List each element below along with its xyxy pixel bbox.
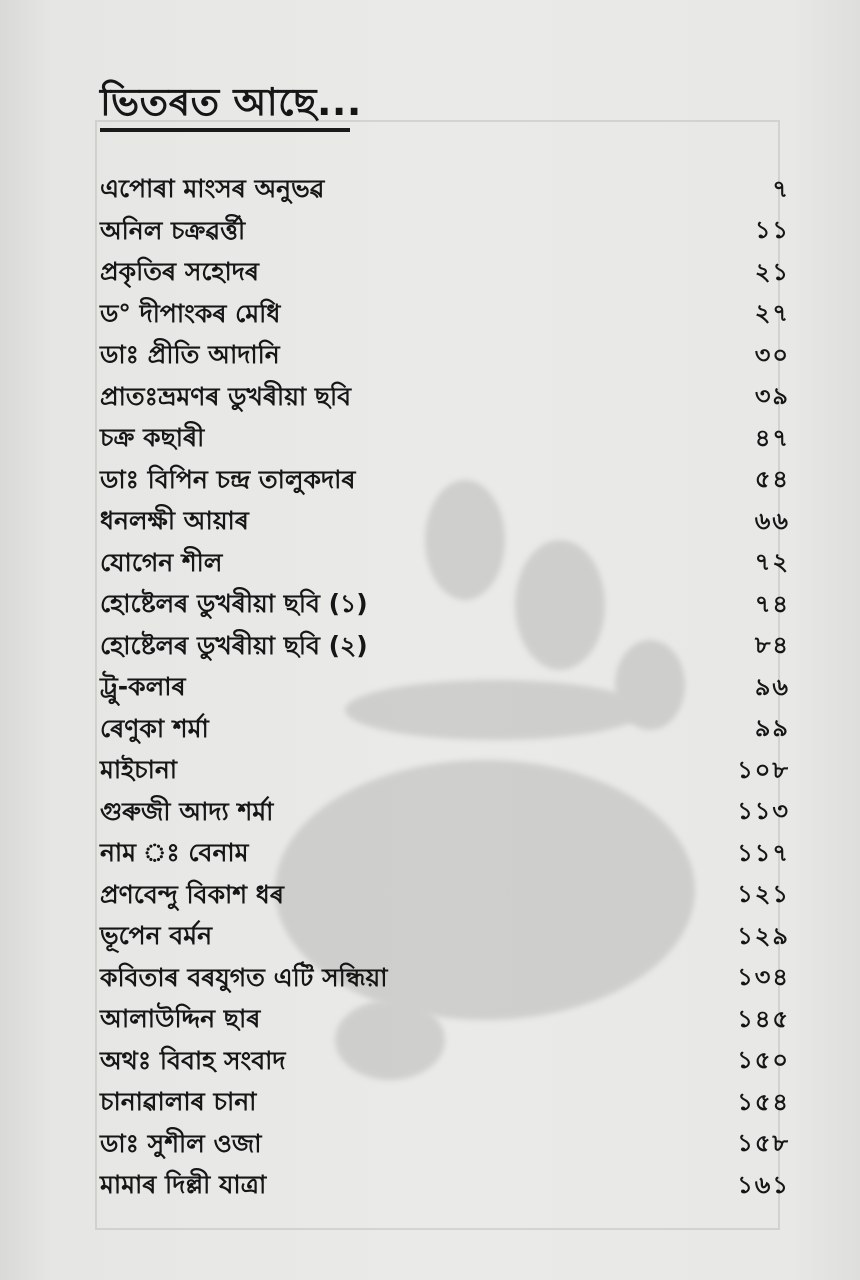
toc-entry-page-number: ৭২ <box>754 548 790 577</box>
toc-entry <box>100 378 790 420</box>
toc-entry-page-number: ৩০ <box>754 340 790 369</box>
toc-entry-title: ড° দীপাংকৰ মেধি <box>100 298 281 328</box>
heading-underline <box>100 128 350 132</box>
toc-entry-title: ধনলক্ষী আয়াৰ <box>100 506 249 536</box>
toc-entry <box>100 834 790 876</box>
toc-entry-page-number: ১০৮ <box>737 755 790 784</box>
toc-entry-title: মামাৰ দিল্লী যাত্ৰা <box>100 1170 267 1200</box>
toc-entry-page-number: ১৬১ <box>737 1170 790 1199</box>
toc-entry-page-number: ১১ <box>754 216 790 245</box>
table-of-contents <box>100 170 790 1208</box>
toc-entry <box>100 1042 790 1084</box>
toc-entry-title: এপোৰা মাংসৰ অনুভৱ <box>100 174 325 204</box>
toc-entry <box>100 419 790 461</box>
toc-entry-title: প্ৰকৃতিৰ সহোদৰ <box>100 257 259 287</box>
toc-entry <box>100 751 790 793</box>
toc-entry-page-number: ১৫৮ <box>737 1129 790 1158</box>
toc-entry-title: ৰেণুকা শৰ্মা <box>100 713 209 743</box>
toc-entry-page-number: ৭ <box>772 174 790 203</box>
toc-entry <box>100 1125 790 1167</box>
toc-entry-title: ভূপেন বৰ্মন <box>100 921 212 951</box>
toc-entry-page-number: ১৪৫ <box>737 1004 790 1033</box>
toc-entry <box>100 1083 790 1125</box>
toc-entry-page-number: ৯৬ <box>754 672 790 701</box>
toc-entry-title: প্ৰণবেন্দু বিকাশ ধৰ <box>100 879 284 909</box>
toc-entry-page-number: ৮৪ <box>754 631 790 660</box>
toc-entry-title: কবিতাৰ বৰযুগত এটি সন্ধিয়া <box>100 962 388 992</box>
toc-entry-title: ট্ৰু-কলাৰ <box>100 672 186 702</box>
toc-entry <box>100 502 790 544</box>
toc-entry <box>100 1000 790 1042</box>
toc-entry-page-number: ১৩৪ <box>737 963 790 992</box>
toc-entry-page-number: ১১৩ <box>737 797 790 826</box>
toc-entry-title: চানাৱালাৰ চানা <box>100 1087 257 1117</box>
toc-entry-title: আলাউদ্দিন ছাৰ <box>100 1004 261 1034</box>
toc-entry <box>100 627 790 669</box>
toc-entry-page-number: ২৭ <box>754 299 790 328</box>
toc-heading-block <box>100 78 362 132</box>
toc-entry-page-number: ৬৬ <box>754 506 790 535</box>
toc-entry-title: অনিল চক্ৰৱৰ্ত্তী <box>100 215 246 245</box>
toc-entry-page-number: ৩৯ <box>754 382 790 411</box>
toc-heading: ভিতৰত আছে... <box>100 80 362 124</box>
toc-entry <box>100 461 790 503</box>
toc-entry-page-number: ৭৪ <box>754 589 790 618</box>
toc-entry <box>100 253 790 295</box>
toc-entry <box>100 212 790 254</box>
toc-entry-title: যোগেন শীল <box>100 547 223 577</box>
toc-entry <box>100 336 790 378</box>
toc-entry-page-number: ১৫০ <box>737 1046 790 1075</box>
toc-entry <box>100 585 790 627</box>
toc-entry-page-number: ৫৪ <box>754 465 790 494</box>
toc-entry <box>100 544 790 586</box>
toc-entry-title: প্ৰাতঃভ্ৰমণৰ ডুখৰীয়া ছবি <box>100 381 352 411</box>
toc-entry-title: মাইচানা <box>100 755 178 785</box>
toc-entry <box>100 1166 790 1208</box>
toc-entry-page-number: ১২৯ <box>737 921 790 950</box>
toc-entry-page-number: ৯৯ <box>754 714 790 743</box>
toc-entry-title: ডাঃ সুশীল ওজা <box>100 1128 262 1158</box>
toc-entry-page-number: ১১৭ <box>737 838 790 867</box>
toc-entry <box>100 876 790 918</box>
toc-entry-page-number: ১৫৪ <box>737 1087 790 1116</box>
toc-entry <box>100 668 790 710</box>
toc-entry <box>100 793 790 835</box>
toc-entry <box>100 295 790 337</box>
toc-entry-title: অথঃ বিবাহ সংবাদ <box>100 1045 286 1075</box>
toc-entry <box>100 170 790 212</box>
toc-entry-page-number: ৪৭ <box>754 423 790 452</box>
toc-entry-title: গুৰুজী আদ্য শৰ্মা <box>100 796 274 826</box>
toc-entry-title: ডাঃ বিপিন চন্দ্ৰ তালুকদাৰ <box>100 464 356 494</box>
toc-entry-title: চক্ৰ কছাৰী <box>100 423 205 453</box>
toc-entry-title: হোষ্টেলৰ ডুখৰীয়া ছবি (১) <box>100 589 368 619</box>
toc-entry <box>100 959 790 1001</box>
toc-entry-title: হোষ্টেলৰ ডুখৰীয়া ছবি (২) <box>100 630 368 660</box>
toc-entry-page-number: ১২১ <box>737 880 790 909</box>
toc-entry <box>100 917 790 959</box>
toc-entry-page-number: ২১ <box>754 257 790 286</box>
toc-entry-title: ডাঃ প্ৰীতি আদানি <box>100 340 280 370</box>
toc-entry <box>100 710 790 752</box>
toc-entry-title: নাম ঃ বেনাম <box>100 838 249 868</box>
